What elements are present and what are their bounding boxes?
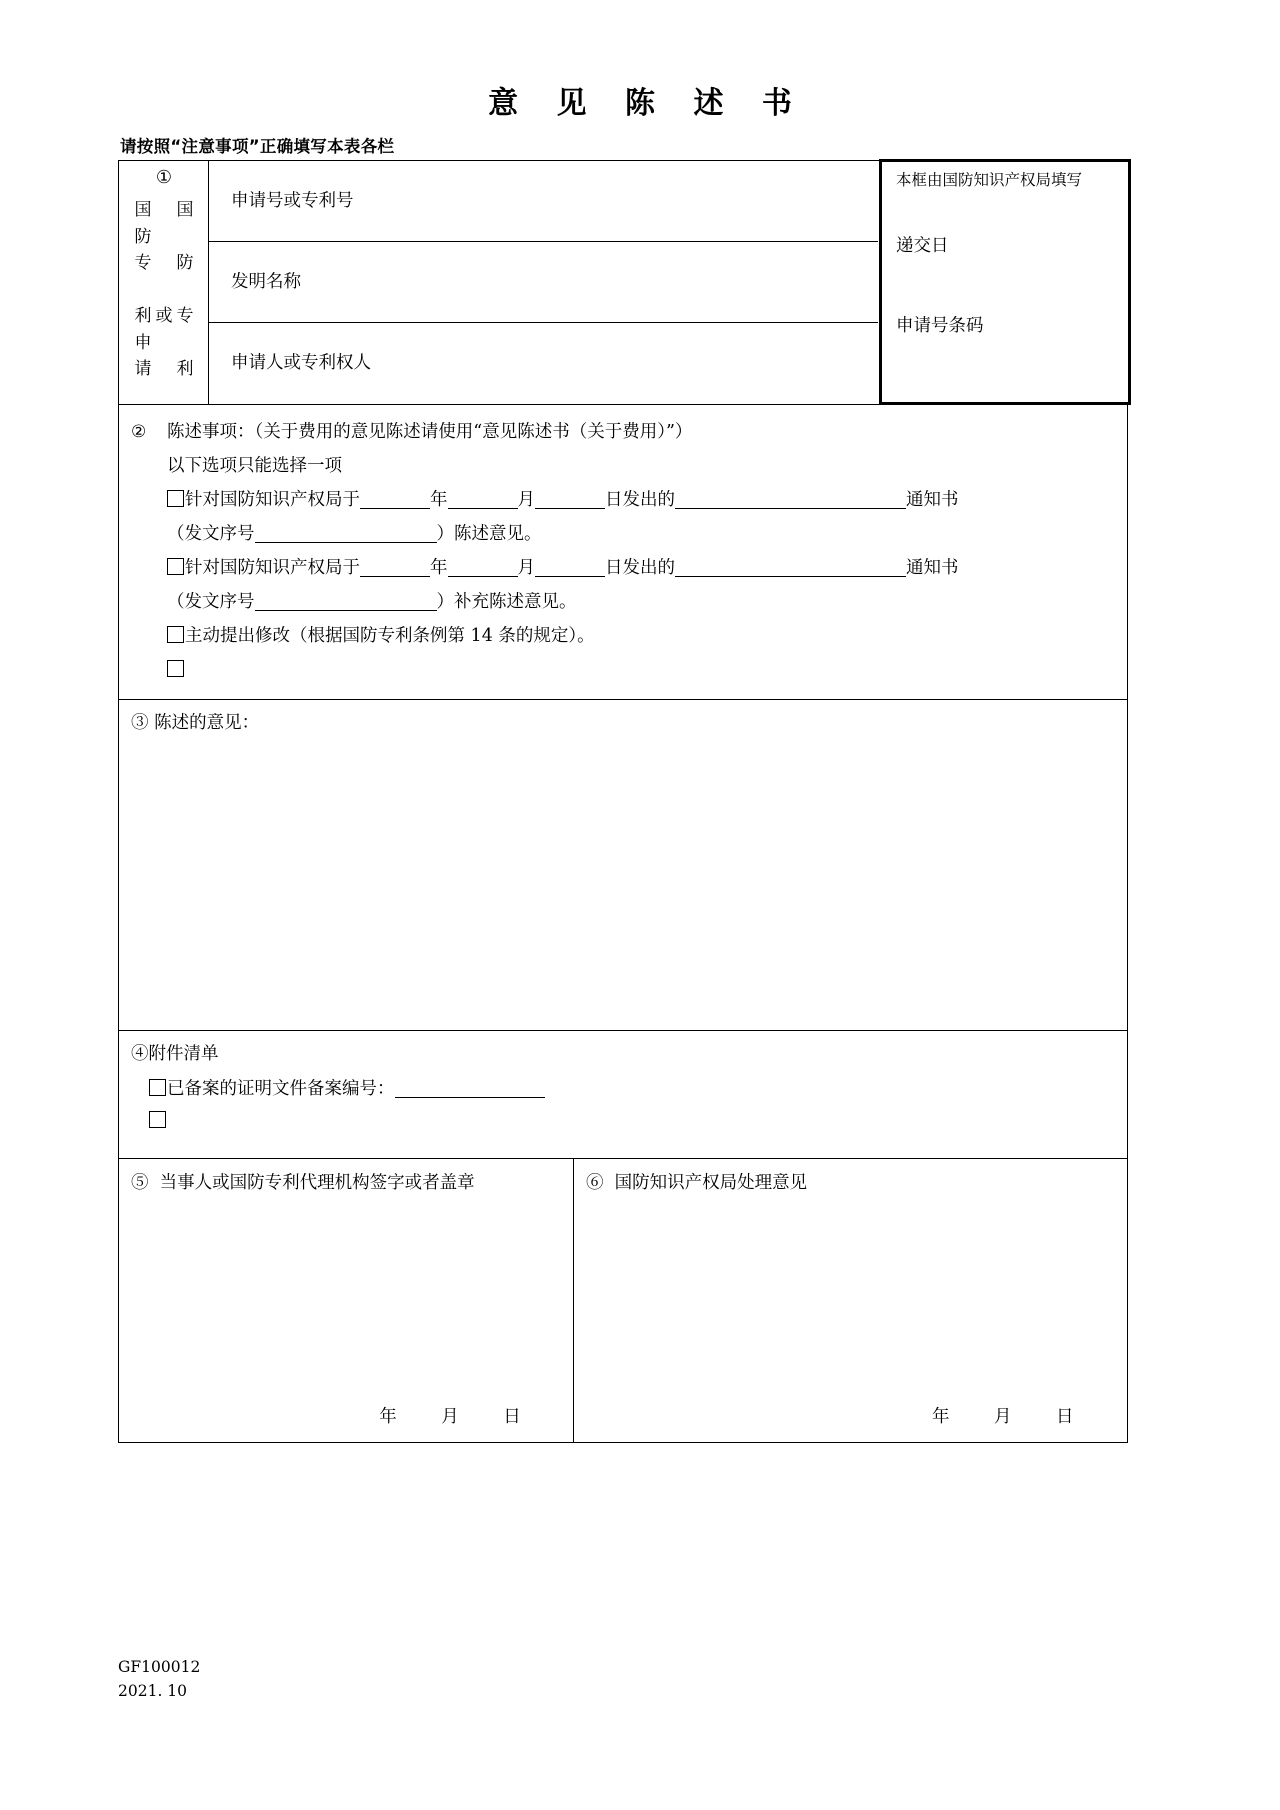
attachment-item-2-row <box>149 1111 167 1130</box>
section-6-date-line <box>910 1403 1096 1428</box>
option-1-month-label: 月 <box>517 490 535 510</box>
section-5-signature-cell[interactable] <box>119 1159 574 1442</box>
section-6-heading-row <box>586 1169 807 1194</box>
section-6-month-label: 月 <box>994 1407 1012 1427</box>
checkbox-option-1[interactable] <box>167 490 184 507</box>
section-3-heading: 陈述的意见： <box>154 713 260 733</box>
section-6-day-label: 日 <box>1056 1407 1074 1427</box>
section-5-day-label: 日 <box>503 1407 521 1427</box>
checkbox-attachment-2[interactable] <box>149 1111 166 1128</box>
option-1-serial-input[interactable] <box>255 522 437 543</box>
option-1-notice-input[interactable] <box>675 488 906 509</box>
section-1-vertical-label <box>119 161 209 404</box>
official-field-submission-date: 递交日 <box>896 236 949 257</box>
section-3-number: ③ <box>131 713 149 733</box>
option-2-serial-prefix: （发文序号 <box>167 592 255 612</box>
section-6-year-label: 年 <box>932 1407 950 1427</box>
option-3-text: 主动提出修改（根据国防专利条例第 14 条的规定）。 <box>185 626 595 646</box>
section-5-number: ⑤ <box>131 1173 149 1193</box>
option-1-serial-prefix: （发文序号 <box>167 524 255 544</box>
field-label-invention-title: 发明名称 <box>231 272 301 292</box>
option-1-text-b: 通知书 <box>906 490 959 510</box>
option-2-notice-input[interactable] <box>675 556 906 577</box>
option-1-year-label: 年 <box>430 490 448 510</box>
option-1-year-input[interactable] <box>360 488 430 509</box>
official-use-box-title: 本框由国防知识产权局填写 <box>896 171 1083 190</box>
option-2-row-2 <box>119 585 1127 619</box>
form-version: 2021. 10 <box>118 1682 188 1700</box>
form-footer <box>118 1655 200 1703</box>
section-5-year-label: 年 <box>379 1407 397 1427</box>
option-3-row <box>119 619 1127 653</box>
section-6-heading: 国防知识产权局处理意见 <box>614 1173 808 1193</box>
attachment-item-1-label: 已备案的证明文件备案编号： <box>167 1079 395 1099</box>
option-2-row-1 <box>119 551 1127 585</box>
option-1-month-input[interactable] <box>448 488 518 509</box>
option-4-row <box>119 653 1127 687</box>
section-2-heading: 陈述事项：（关于费用的意见陈述请使用“意见陈述书（关于费用）”） <box>167 422 693 442</box>
option-2-year-label: 年 <box>430 558 448 578</box>
section-3-heading-row <box>131 709 259 734</box>
vertical-label-right-column: 国 防 专 利 <box>176 200 194 379</box>
section-2-subheading-row <box>119 449 1127 483</box>
field-label-applicant: 申请人或专利权人 <box>231 353 371 373</box>
section-2-number: ② <box>131 422 147 442</box>
option-2-month-label: 月 <box>517 558 535 578</box>
section-5-6-signature-area <box>119 1158 1127 1442</box>
vertical-label-middle-char: 或 <box>155 306 173 326</box>
section-4-heading: ④附件清单 <box>131 1044 219 1064</box>
option-1-day-label: 日发出的 <box>605 490 675 510</box>
option-1-row-1 <box>119 483 1127 517</box>
checkbox-attachment-1[interactable] <box>149 1079 166 1096</box>
option-1-serial-suffix: ）陈述意见。 <box>436 524 542 544</box>
vertical-label-left-column: 国 防 专 利 申 请 <box>134 200 152 379</box>
attachment-record-number-input[interactable] <box>395 1077 545 1098</box>
page-title: 意 见 陈 述 书 <box>488 86 806 121</box>
official-use-box <box>879 159 1131 405</box>
field-label-application-number: 申请号或专利号 <box>231 191 354 211</box>
attachment-item-1-row <box>149 1075 545 1100</box>
section-4-attachment-list <box>119 1030 1127 1158</box>
option-2-serial-input[interactable] <box>255 590 437 611</box>
option-1-text-a: 针对国防知识产权局于 <box>185 490 360 510</box>
checkbox-option-4[interactable] <box>167 660 184 677</box>
form-frame <box>118 160 1128 1443</box>
vertical-label-columns <box>119 197 209 402</box>
section-2-statement-items <box>119 404 1127 699</box>
section-6-number: ⑥ <box>586 1173 604 1193</box>
option-2-month-input[interactable] <box>448 556 518 577</box>
option-2-day-label: 日发出的 <box>605 558 675 578</box>
option-2-year-input[interactable] <box>360 556 430 577</box>
checkbox-option-2[interactable] <box>167 558 184 575</box>
section-1-number: ① <box>155 167 173 188</box>
option-1-row-2 <box>119 517 1127 551</box>
section-5-heading: 当事人或国防专利代理机构签字或者盖章 <box>159 1173 475 1193</box>
section-2-subheading: 以下选项只能选择一项 <box>167 456 342 476</box>
option-1-day-input[interactable] <box>535 488 605 509</box>
option-2-day-input[interactable] <box>535 556 605 577</box>
section-6-office-opinion-cell[interactable] <box>574 1159 1126 1442</box>
option-2-text-b: 通知书 <box>906 558 959 578</box>
form-code: GF100012 <box>118 1658 201 1676</box>
section-5-date-line <box>357 1403 543 1428</box>
section-2-heading-row <box>119 415 1127 449</box>
official-field-application-barcode: 申请号条码 <box>896 316 984 337</box>
fill-instruction-notice: 请按照“注意事项”正确填写本表各栏 <box>120 137 395 156</box>
section-1-application-info <box>119 161 1127 404</box>
checkbox-option-3[interactable] <box>167 626 184 643</box>
option-2-text-a: 针对国防知识产权局于 <box>185 558 360 578</box>
section-5-heading-row <box>131 1169 475 1194</box>
section-5-month-label: 月 <box>441 1407 459 1427</box>
option-2-serial-suffix: ）补充陈述意见。 <box>436 592 577 612</box>
section-3-opinion-area[interactable] <box>119 699 1127 1030</box>
